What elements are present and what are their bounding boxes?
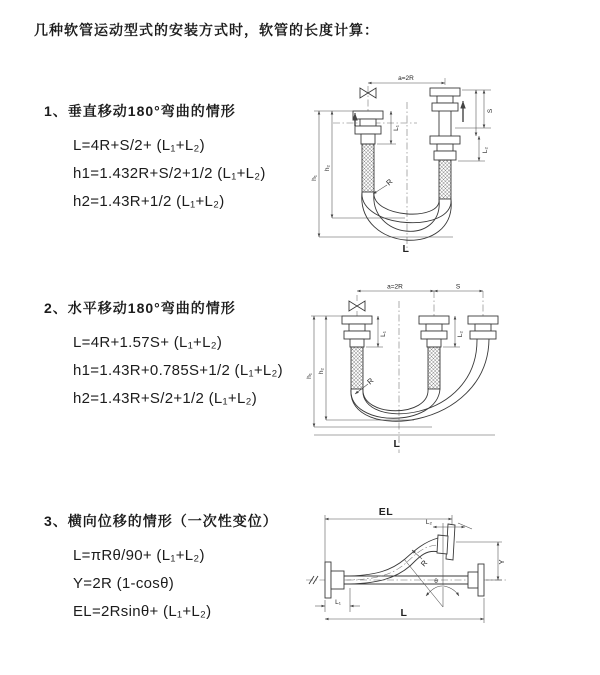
- section-3-heading: 3、横向位移的情形（一次性变位）: [44, 513, 278, 529]
- section-horizontal-movement: [44, 298, 283, 413]
- formula-line: EL=2Rsinθ+ (L₁+L₂): [73, 603, 212, 620]
- right-flange-assembly: [468, 316, 498, 339]
- dim-label-h2: h₂: [324, 164, 331, 172]
- section-lateral-displacement: [44, 511, 278, 626]
- formula-line: h2=1.43R+S/2+1/2 (L₁+L₂): [73, 390, 258, 407]
- dim-label-h2: h₂: [318, 367, 325, 375]
- dim-label-h1: h₁: [306, 373, 313, 379]
- dim-label-h1: h₁: [311, 175, 318, 181]
- dim-label-l1: L₁: [380, 331, 387, 337]
- dimension-lines: [306, 284, 495, 451]
- hose-u-bend: [362, 192, 452, 240]
- formula-line: h1=1.432R+S/2+1/2 (L₁+L₂): [73, 165, 266, 182]
- braided-hose-section: [351, 347, 363, 389]
- section-vertical-movement: [44, 101, 266, 216]
- dim-label-l2: L₂: [457, 330, 464, 338]
- angle-label-theta: θ: [434, 578, 438, 585]
- dim-label-l2: L₂: [482, 146, 489, 154]
- dim-label-s: S: [487, 108, 494, 114]
- dim-label-a2r: a=2R: [398, 75, 414, 82]
- formula-line: h2=1.43R+1/2 (L₁+L₂): [73, 193, 225, 210]
- diagram-vertical-180-bend: [305, 66, 595, 262]
- middle-flange-assembly: [419, 316, 449, 389]
- s-curve-hose: [344, 524, 455, 584]
- formula-line: L=4R+1.57S+ (L₁+L₂): [73, 334, 223, 351]
- dimension-lines: [315, 506, 506, 623]
- page-title: 几种软管运动型式的安装方式时，软管的长度计算：: [34, 22, 379, 38]
- dim-label-r: R: [418, 558, 430, 569]
- tilted-flange-hub: [437, 535, 448, 554]
- dim-label-l1: L₁: [335, 599, 341, 606]
- diagram-horizontal-180-bend: [302, 281, 598, 461]
- dim-label-l: L: [393, 438, 401, 450]
- braided-hose-section: [362, 144, 374, 192]
- dim-label-r: R: [384, 176, 395, 188]
- dim-label-l: L: [402, 243, 410, 255]
- left-flange: [325, 562, 344, 598]
- section-1-heading: 1、垂直移动180°弯曲的情形: [44, 103, 236, 119]
- valve-icon: [349, 301, 365, 316]
- dim-label-l: L: [400, 607, 408, 619]
- formula-line: L=4R+S/2+ (L₁+L₂): [73, 137, 205, 154]
- dim-label-a2r: a=2R: [387, 283, 403, 291]
- centerlines: [357, 291, 483, 453]
- dim-label-l1: L₁: [393, 125, 400, 131]
- dim-label-s: S: [455, 283, 461, 291]
- dim-label-el: EL: [378, 506, 394, 518]
- dim-label-r: R: [365, 375, 376, 387]
- formula-line: h1=1.43R+0.785S+1/2 (L₁+L₂): [73, 362, 283, 379]
- dim-label-y: Y: [497, 559, 506, 565]
- diagram-lateral-displacement: [298, 502, 598, 670]
- right-flange-assembly: [430, 88, 460, 199]
- dimension-lines: [311, 75, 494, 255]
- dim-label-l2: L₂: [425, 519, 433, 526]
- formula-line: Y=2R (1-cosθ): [73, 575, 175, 592]
- braided-hose-section: [439, 160, 451, 199]
- section-2-heading: 2、水平移动180°弯曲的情形: [44, 300, 236, 316]
- braided-hose-section: [428, 347, 440, 389]
- formula-line: L=πRθ/90+ (L₁+L₂): [73, 547, 205, 564]
